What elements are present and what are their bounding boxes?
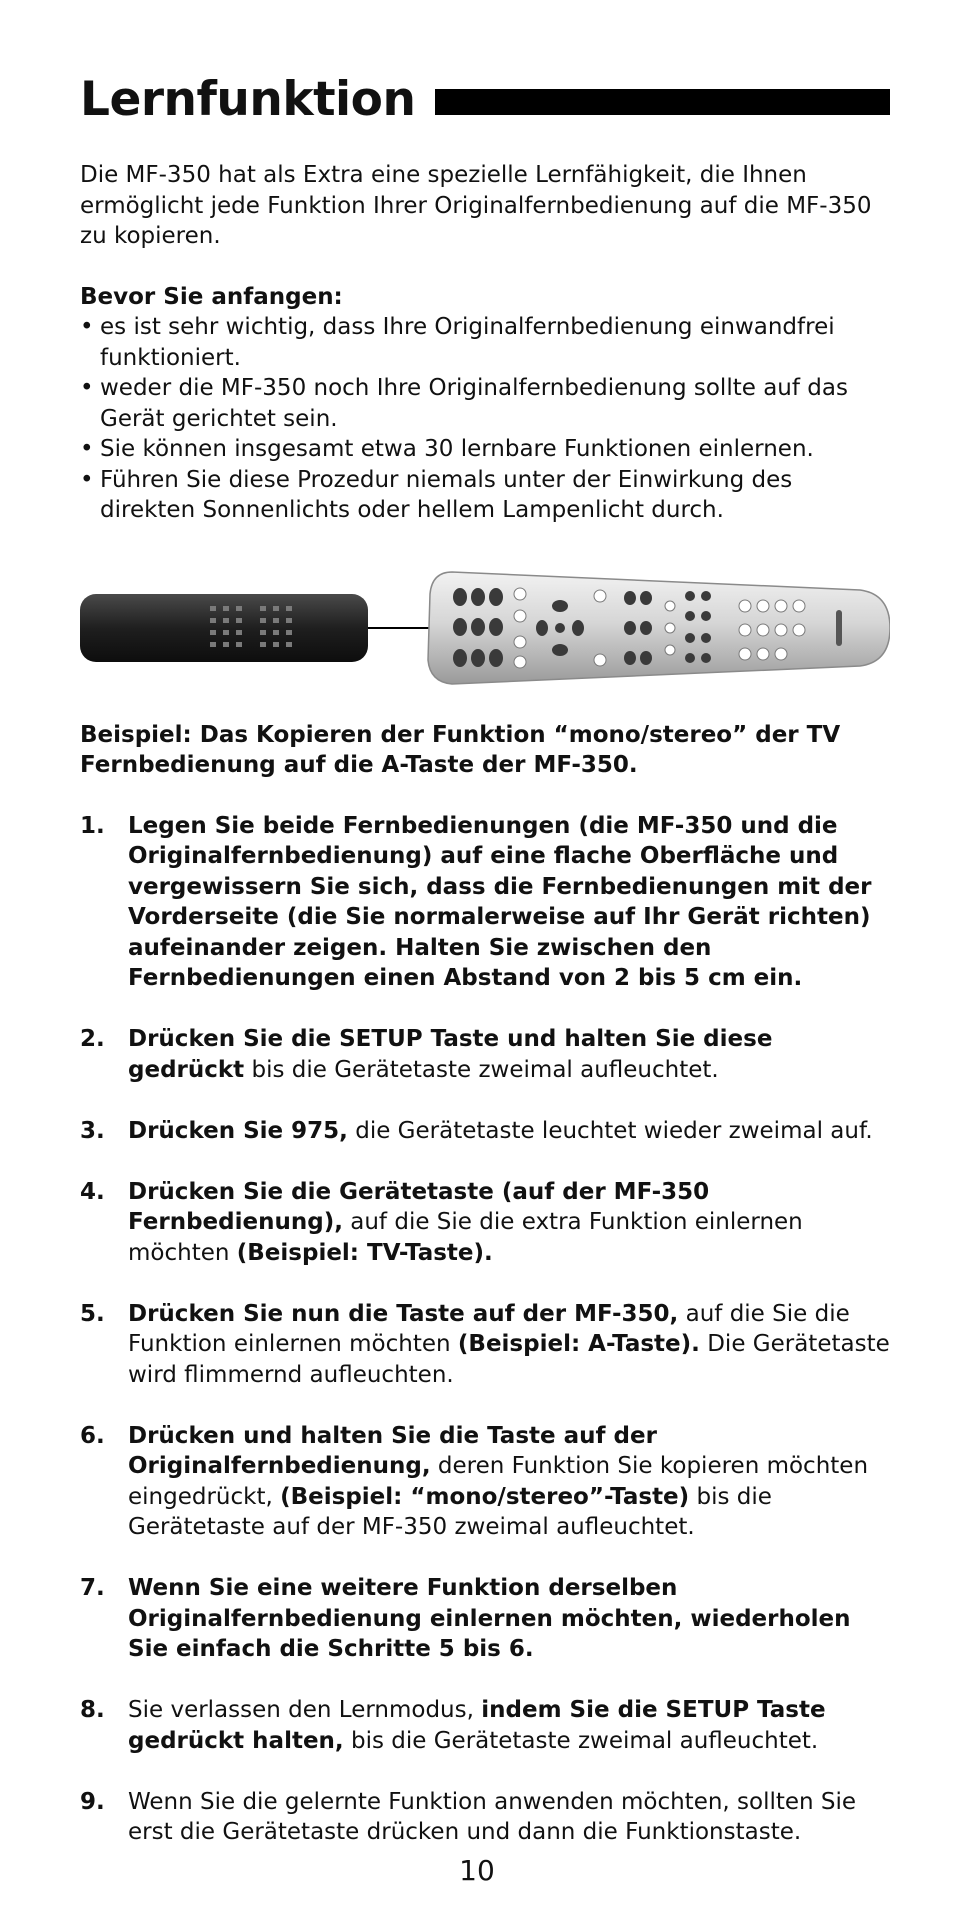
step-item — [80, 1573, 890, 1665]
step-text: deren Funktion Sie kopieren möchten eingedrückt, — [128, 1453, 869, 1510]
before-heading: Bevor Sie anfangen: — [80, 283, 343, 310]
step-item — [80, 1116, 890, 1147]
remotes-svg — [80, 554, 890, 694]
step-text: Wenn Sie die gelernte Funktion anwenden möchten, sollten Sie erst die Gerätetaste drücken und dann die Funktionstaste. — [128, 1788, 857, 1845]
step-item — [80, 1421, 890, 1543]
step-number: 7. — [80, 1575, 105, 1601]
step-item — [80, 1787, 890, 1848]
step-text: (Beispiel: A-Taste). — [457, 1331, 700, 1357]
step-text: die Gerätetaste leuchtet wieder zweimal auf. — [347, 1117, 873, 1144]
step-item — [80, 811, 890, 994]
page — [80, 64, 890, 1878]
step-number: 4. — [80, 1178, 105, 1205]
example-heading: Beispiel: Das Kopieren der Funktion “mono/stereo” der TV Fernbedienung auf die A-Taste der MF-350. — [80, 721, 841, 778]
step-text: Die Gerätetaste wird flimmernd aufleuchten. — [128, 1331, 890, 1388]
bullet-item: • Sie können insgesamt etwa 30 lernbare Funktionen einlernen. — [80, 434, 890, 465]
bullet-list — [80, 312, 890, 526]
step-text: bis die Gerätetaste auf der MF-350 zweimal aufleuchtet. — [128, 1483, 772, 1540]
page-number: 10 — [459, 1854, 495, 1887]
step-text: Legen Sie beide Fernbedienungen (die MF-350 und die Originalfernbedienung) auf eine flache Oberfläche und vergewissern Sie sich, dass die Fernbedienungen mit der Vorderseite (die Sie normalerweise auf Ihr Gerät richten) aufeinander zeigen. Halten Sie zwischen den Fernbedienungen einen Abstand von 2 bis 5 cm ein. — [128, 812, 872, 991]
step-text: Drücken Sie die SETUP Taste und halten Sie diese gedrückt — [128, 1026, 773, 1083]
step-text: Wenn Sie eine weitere Funktion derselben Originalfernbedienung einlernen möchten, wiederholen Sie einfach die Schritte 5 bis 6. — [128, 1575, 851, 1662]
step-number: 3. — [80, 1117, 105, 1144]
step-text: Drücken und halten Sie die Taste auf der Originalfernbedienung, — [128, 1422, 657, 1479]
step-text: bis die Gerätetaste zweimal aufleuchtet. — [343, 1727, 819, 1754]
bullet-item: • Führen Sie diese Prozedur niemals unter der Einwirkung des direkten Sonnenlichts oder hellem Lampenlicht durch. — [80, 465, 890, 526]
step-item — [80, 1024, 890, 1085]
step-text: (Beispiel: “mono/stereo”-Taste) — [280, 1483, 690, 1510]
remotes-illustration — [80, 554, 890, 694]
step-text: Drücken Sie die Gerätetaste (auf der MF-350 Fernbedienung), — [128, 1178, 710, 1235]
original-remote-icon — [80, 594, 368, 662]
step-text: auf die Sie die extra Funktion einlernen möchten — [128, 1209, 803, 1266]
step-item — [80, 1177, 890, 1269]
step-text: (Beispiel: TV-Taste). — [236, 1239, 493, 1266]
step-number: 2. — [80, 1026, 105, 1052]
page-title: Lernfunktion — [80, 71, 416, 127]
step-number: 6. — [80, 1422, 105, 1449]
step-number: 9. — [80, 1788, 105, 1815]
intro-paragraph: Die MF-350 hat als Extra eine spezielle Lernfähigkeit, die Ihnen ermöglicht jede Funktion Ihrer Originalfernbedienung auf die MF-350 zu kopieren. — [80, 162, 872, 249]
step-text: Drücken Sie 975, — [128, 1117, 348, 1144]
step-number: 8. — [80, 1697, 105, 1723]
steps-list — [80, 811, 890, 1848]
step-text: indem Sie die SETUP Taste gedrückt halten, — [128, 1697, 826, 1754]
title-bar-decoration — [435, 89, 890, 115]
mf350-remote-icon — [428, 572, 890, 684]
step-item — [80, 1299, 890, 1391]
step-number: 5. — [80, 1300, 105, 1327]
step-number: 1. — [80, 812, 105, 839]
step-text: auf die Sie die Funktion einlernen möchten — [128, 1300, 850, 1357]
title-row — [80, 64, 890, 134]
step-text: bis die Gerätetaste zweimal aufleuchtet. — [244, 1056, 719, 1083]
bullet-item: • es ist sehr wichtig, dass Ihre Originalfernbedienung einwandfrei funktioniert. — [80, 312, 890, 373]
step-item — [80, 1695, 890, 1756]
bullet-item: • weder die MF-350 noch Ihre Originalfernbedienung sollte auf das Gerät gerichtet sein. — [80, 373, 890, 434]
step-text: Sie verlassen den Lernmodus, — [128, 1697, 482, 1723]
step-text: Drücken Sie nun die Taste auf der MF-350, — [128, 1300, 679, 1327]
